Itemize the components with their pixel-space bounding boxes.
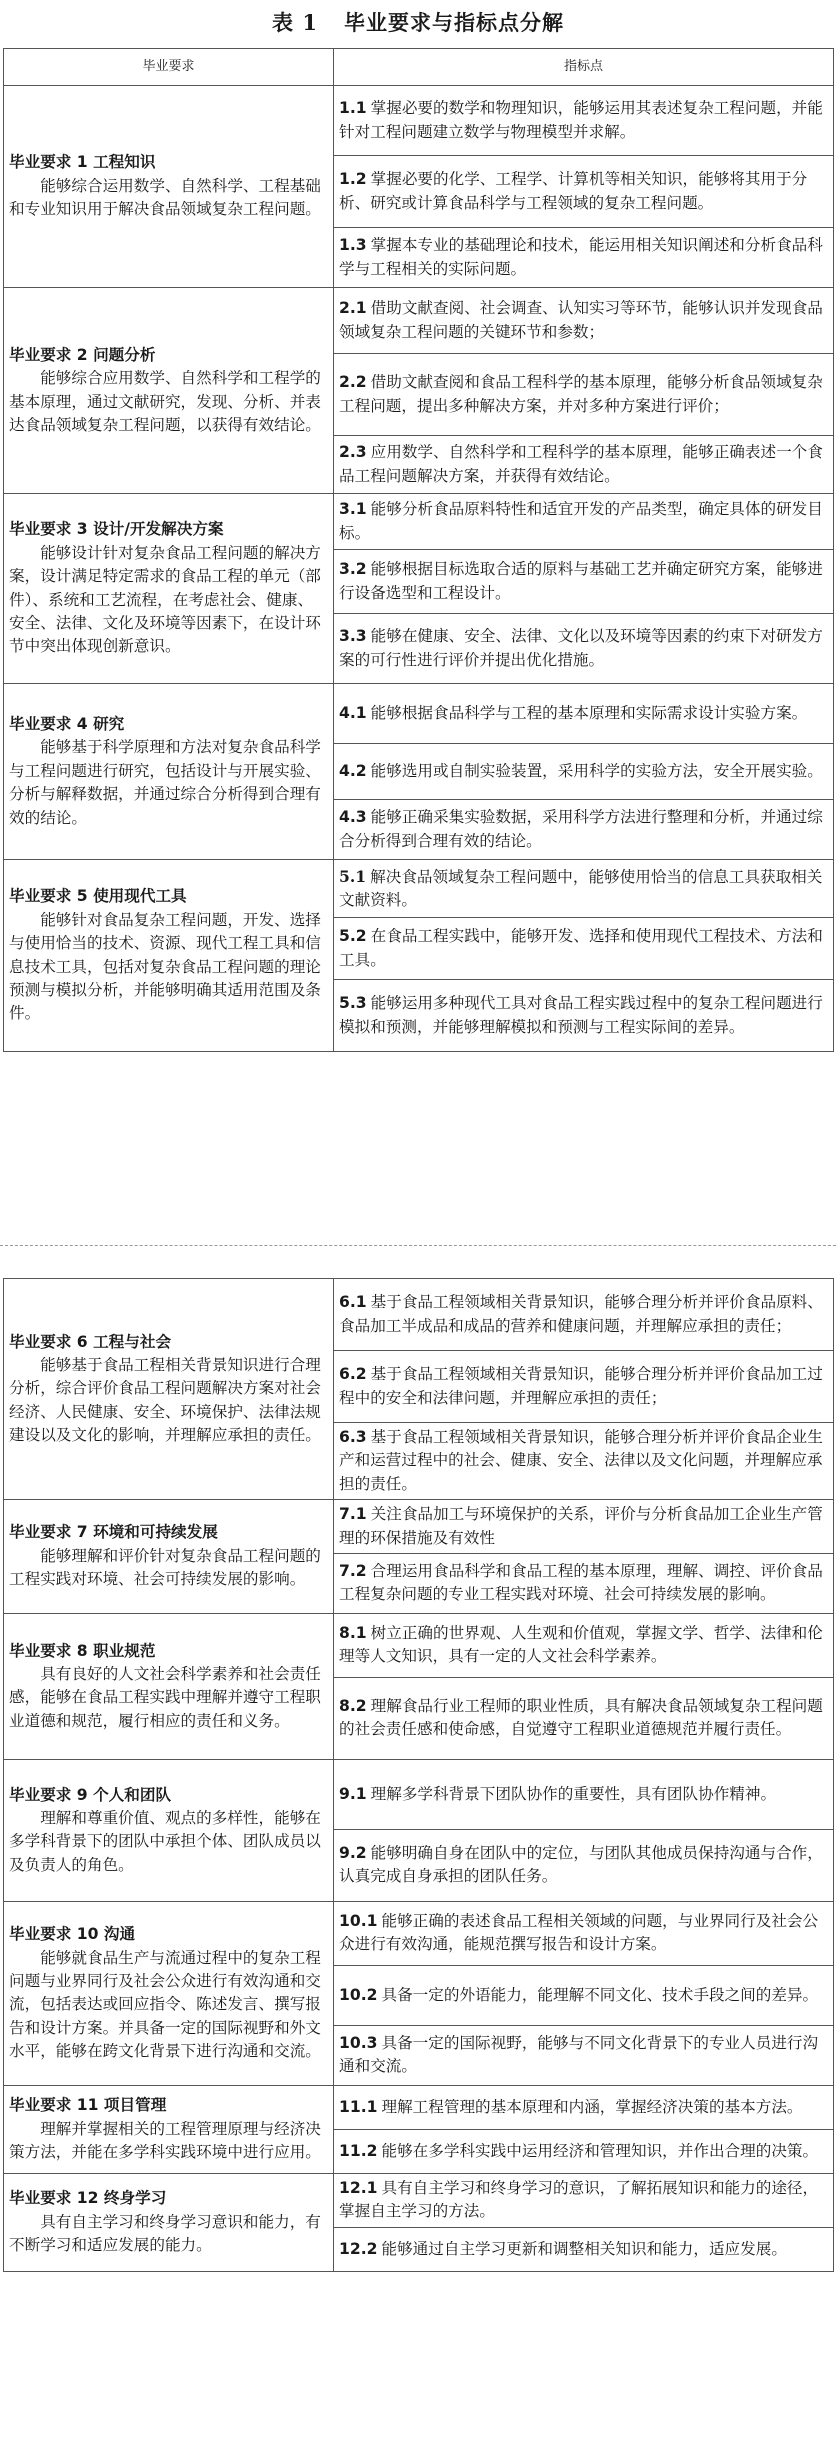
indicator-text: 掌握必要的化学、工程学、计算机等相关知识，能够将其用于分析、研究或计算食品科学与工程领域的复杂工程问题。 (339, 170, 808, 212)
indicator-cell (334, 684, 834, 744)
indicator-item (339, 925, 828, 972)
requirement-cell (4, 86, 334, 288)
indicator-number: 6.2 (339, 1365, 367, 1384)
table-title: 毕业要求与指标点分解 (343, 10, 564, 35)
indicator-text: 借助文献查阅和食品工程科学的基本原理，能够分析食品领域复杂工程问题，提出多种解决方案，并对多种方案进行评价； (339, 373, 823, 415)
indicator-text: 掌握必要的数学和物理知识，能够运用其表述复杂工程问题，并能针对工程问题建立数学与物理模型并求解。 (339, 99, 823, 141)
indicator-item (339, 168, 828, 215)
indicator-item (339, 441, 828, 488)
indicator-cell (334, 288, 834, 354)
indicator-cell (334, 494, 834, 550)
indicator-item (339, 760, 828, 783)
indicator-text: 理解食品行业工程师的职业性质，具有解决食品领域复杂工程问题的社会责任感和使命感，自觉遵守工程职业道德规范并履行责任。 (339, 1697, 823, 1739)
requirement-title: 毕业要求 8 职业规范 (9, 1641, 156, 1660)
indicator-item (339, 806, 828, 853)
indicator-text: 基于食品工程领域相关背景知识，能够合理分析并评价食品原料、食品加工半成品和成品的营养和健康问题，并理解应承担的责任； (339, 1293, 823, 1335)
indicator-item (339, 1910, 828, 1957)
indicator-number: 1.2 (339, 170, 367, 189)
requirement-cell (4, 1759, 334, 1901)
indicator-item (339, 297, 828, 344)
indicator-text: 具有自主学习和终身学习的意识，了解拓展知识和能力的途径，掌握自主学习的方法。 (339, 2178, 819, 2221)
indicator-cell (334, 1351, 834, 1423)
table-row (4, 684, 834, 744)
indicator-text: 借助文献查阅、社会调查、认知实习等环节，能够认识并发现食品领域复杂工程问题的关键环节和参数； (339, 299, 823, 341)
indicator-cell (334, 1423, 834, 1500)
indicator-cell (334, 2173, 834, 2227)
indicator-text: 应用数学、自然科学和工程科学的基本原理，能够正确表述一个食品工程问题解决方案，并获得有效结论。 (339, 443, 823, 485)
indicator-item (339, 625, 828, 672)
requirement-cell (4, 1279, 334, 1500)
requirement-title: 毕业要求 3 设计/开发解决方案 (9, 520, 224, 539)
indicator-item (339, 2177, 828, 2224)
indicator-cell (334, 2085, 834, 2129)
indicator-number: 4.3 (339, 808, 367, 827)
indicator-number: 4.2 (339, 761, 367, 780)
requirements-table-page-2 (3, 1278, 834, 2272)
indicator-cell (334, 436, 834, 494)
requirement-title: 毕业要求 1 工程知识 (9, 153, 156, 172)
indicator-number: 4.1 (339, 703, 367, 722)
indicator-number: 10.2 (339, 1985, 378, 2004)
header-indicator: 指标点 (334, 49, 834, 86)
indicator-number: 8.2 (339, 1697, 367, 1716)
indicator-number: 7.2 (339, 1562, 367, 1581)
indicator-cell (334, 550, 834, 614)
table-row (4, 2173, 834, 2227)
indicator-cell (334, 2129, 834, 2173)
requirement-title: 毕业要求 4 研究 (9, 715, 125, 734)
indicator-item (339, 558, 828, 605)
requirement-description: 具有自主学习和终身学习意识和能力，有不断学习和适应发展的能力。 (9, 2212, 321, 2255)
indicator-number: 7.1 (339, 1505, 367, 1524)
indicator-text: 基于食品工程领域相关背景知识，能够合理分析并评价食品企业生产和运营过程中的社会、健康、安全、法律以及文化问题，并理解应承担的责任。 (339, 1428, 823, 1493)
indicator-item (339, 865, 828, 913)
table-row (4, 2085, 834, 2129)
indicator-item (339, 1842, 828, 1889)
requirement-cell (4, 288, 334, 494)
indicator-number: 1.1 (339, 99, 367, 118)
indicator-number: 12.1 (339, 2178, 378, 2197)
table-row (4, 860, 834, 918)
indicator-cell (334, 1965, 834, 2025)
indicator-cell (334, 1553, 834, 1613)
indicator-number: 2.2 (339, 373, 367, 392)
indicator-cell (334, 1829, 834, 1901)
indicator-cell (334, 2025, 834, 2085)
table-row (4, 494, 834, 550)
indicator-number: 10.3 (339, 2034, 378, 2053)
indicator-cell (334, 1279, 834, 1351)
requirement-cell (4, 2173, 334, 2271)
indicator-text: 能够选用或自制实验装置，采用科学的实验方法，安全开展实验。 (370, 761, 823, 780)
requirement-description: 具有良好的人文社会科学素养和社会责任感，能够在食品工程实践中理解并遵守工程职业道德和规范，履行相应的责任和义务。 (9, 1665, 321, 1730)
indicator-text: 具备一定的国际视野，能够与不同文化背景下的专业人员进行沟通和交流。 (339, 2034, 819, 2076)
indicator-item (339, 234, 828, 281)
indicator-cell (334, 918, 834, 980)
indicator-text: 解决食品领域复杂工程问题中，能够使用恰当的信息工具获取相关文献资料。 (339, 867, 823, 909)
requirement-description: 能够基于科学原理和方法对复杂食品科学与工程问题进行研究，包括设计与开展实验、分析与解释数据，并通过综合分析得到合理有效的结论。 (9, 738, 321, 827)
requirement-cell (4, 684, 334, 860)
requirement-description: 能够针对食品复杂工程问题，开发、选择与使用恰当的技术、资源、现代工程工具和信息技术工具，包括对复杂食品工程问题的理论预测与模拟分析，并能够明确其适用范围及条件。 (9, 910, 321, 1023)
requirement-description: 能够综合运用数学、自然科学、工程基础和专业知识用于解决食品领域复杂工程问题。 (9, 176, 321, 219)
indicator-cell (334, 2227, 834, 2271)
indicator-number: 11.1 (339, 2097, 378, 2116)
indicator-item (339, 702, 828, 725)
indicator-number: 2.3 (339, 443, 367, 462)
header-requirement: 毕业要求 (4, 49, 334, 86)
indicator-text: 能够正确采集实验数据，采用科学方法进行整理和分析，并通过综合分析得到合理有效的结论。 (339, 808, 823, 850)
indicator-text: 能够分析食品原料特性和适宜开发的产品类型，确定具体的研发目标。 (339, 500, 823, 542)
table-row (4, 86, 834, 156)
header-row (4, 49, 834, 86)
indicator-item (339, 1291, 828, 1338)
indicator-item (339, 1783, 828, 1806)
indicator-cell (334, 800, 834, 860)
indicator-cell (334, 1901, 834, 1965)
table-row (4, 1901, 834, 1965)
indicator-item (339, 498, 828, 545)
indicator-number: 5.3 (339, 994, 367, 1013)
requirement-title: 毕业要求 7 环境和可持续发展 (9, 1523, 218, 1542)
requirement-description: 能够综合应用数学、自然科学和工程学的基本原理，通过文献研究，发现、分析、并表达食品领域复杂工程问题，以获得有效结论。 (9, 369, 321, 434)
requirement-title: 毕业要求 12 终身学习 (9, 2189, 167, 2208)
indicator-number: 10.1 (339, 1912, 378, 1931)
indicator-text: 能够通过自主学习更新和调整相关知识和能力，适应发展。 (381, 2239, 787, 2258)
indicator-text: 能够在健康、安全、法律、文化以及环境等因素的约束下对研发方案的可行性进行评价并提出优化措施。 (339, 627, 823, 669)
table-caption (0, 0, 836, 44)
indicator-text: 能够根据目标选取合适的原料与基础工艺并确定研究方案，能够进行设备选型和工程设计。 (339, 560, 823, 602)
table-number: 表 1 (272, 10, 318, 35)
requirement-cell (4, 1500, 334, 1614)
indicator-number: 9.2 (339, 1844, 367, 1863)
indicator-text: 合理运用食品科学和食品工程的基本原理，理解、调控、评价食品工程复杂问题的专业工程实践对环境、社会可持续发展的影响。 (339, 1562, 823, 1604)
indicator-item (339, 1622, 828, 1669)
requirement-description: 能够基于食品工程相关背景知识进行合理分析，综合评价食品工程问题解决方案对社会经济、人民健康、安全、环境保护、法律法规建设以及文化的影响，并理解应承担的责任。 (9, 1356, 321, 1445)
indicator-cell (334, 228, 834, 288)
indicator-number: 6.3 (339, 1428, 367, 1446)
indicator-item (339, 1363, 828, 1410)
requirement-description: 理解并掌握相关的工程管理原理与经济决策方法，并能在多学科实践环境中进行应用。 (9, 2119, 321, 2162)
indicator-number: 1.3 (339, 236, 367, 255)
requirement-description: 能够设计针对复杂食品工程问题的解决方案，设计满足特定需求的食品工程的单元（部件）、系统和工艺流程，在考虑社会、健康、安全、法律、文化及环境等因素下，在设计环节中突出体现创新意识。 (9, 543, 321, 656)
requirement-title: 毕业要求 2 问题分析 (9, 345, 156, 364)
indicator-item (339, 1426, 828, 1496)
table-row (4, 1500, 834, 1554)
indicator-item (339, 2096, 828, 2119)
indicator-cell (334, 860, 834, 918)
indicator-number: 3.2 (339, 560, 367, 579)
indicator-cell (334, 1759, 834, 1829)
indicator-number: 6.1 (339, 1293, 367, 1312)
indicator-number: 3.1 (339, 500, 367, 519)
requirement-cell (4, 860, 334, 1052)
indicator-text: 具备一定的外语能力，能理解不同文化、技术手段之间的差异。 (381, 1985, 819, 2004)
indicator-text: 能够在多学科实践中运用经济和管理知识，并作出合理的决策。 (381, 2141, 819, 2160)
indicator-cell (334, 744, 834, 800)
indicator-item (339, 371, 828, 418)
indicator-number: 9.1 (339, 1784, 367, 1803)
indicator-item (339, 992, 828, 1039)
indicator-item (339, 2238, 828, 2261)
table-row (4, 1613, 834, 1677)
indicator-text: 能够明确自身在团队中的定位，与团队其他成员保持沟通与合作，认真完成自身承担的团队任务。 (339, 1844, 823, 1886)
indicator-cell (334, 156, 834, 228)
requirement-description: 能够就食品生产与流通过程中的复杂工程问题与业界同行及社会公众进行有效沟通和交流，包括表达或回应指令、陈述发言、撰写报告和设计方案。并具备一定的国际视野和外文水平，能够在跨文化背景下进行沟通和交流。 (9, 1948, 321, 2061)
indicator-text: 在食品工程实践中，能够开发、选择和使用现代工程技术、方法和工具。 (339, 927, 823, 969)
indicator-text: 能够运用多种现代工具对食品工程实践过程中的复杂工程问题进行模拟和预测，并能够理解模拟和预测与工程实际间的差异。 (339, 994, 823, 1036)
indicator-cell (334, 1613, 834, 1677)
indicator-text: 能够根据食品科学与工程的基本原理和实际需求设计实验方案。 (370, 703, 808, 722)
indicator-cell (334, 86, 834, 156)
indicator-text: 能够正确的表述食品工程相关领域的问题，与业界同行及社会公众进行有效沟通，能规范撰写报告和设计方案。 (339, 1912, 819, 1954)
indicator-cell (334, 1500, 834, 1554)
indicator-item (339, 97, 828, 144)
indicator-number: 2.1 (339, 299, 367, 318)
page-break-line (0, 1245, 836, 1246)
indicator-cell (334, 614, 834, 684)
indicator-text: 树立正确的世界观、人生观和价值观，掌握文学、哲学、法律和伦理等人文知识，具有一定的人文社会科学素养。 (339, 1624, 823, 1666)
requirement-title: 毕业要求 9 个人和团队 (9, 1785, 172, 1804)
indicator-number: 5.1 (339, 866, 367, 886)
page-break (0, 1218, 836, 1276)
indicator-text: 理解工程管理的基本原理和内涵，掌握经济决策的基本方法。 (381, 2097, 803, 2116)
indicator-number: 8.1 (339, 1624, 367, 1643)
requirement-description: 能够理解和评价针对复杂食品工程问题的工程实践对环境、社会可持续发展的影响。 (9, 1546, 321, 1589)
requirement-title: 毕业要求 10 沟通 (9, 1925, 136, 1944)
requirement-title: 毕业要求 11 项目管理 (9, 2096, 167, 2115)
requirement-title: 毕业要求 5 使用现代工具 (9, 887, 187, 906)
requirement-title: 毕业要求 6 工程与社会 (9, 1332, 172, 1351)
requirement-description: 理解和尊重价值、观点的多样性，能够在多学科背景下的团队中承担个体、团队成员以及负责人的角色。 (9, 1809, 321, 1874)
table-row (4, 1279, 834, 1351)
indicator-item (339, 2032, 828, 2079)
indicator-item (339, 1984, 828, 2007)
indicator-item (339, 1560, 828, 1607)
requirement-cell (4, 494, 334, 684)
indicator-cell (334, 354, 834, 436)
requirement-cell (4, 1901, 334, 2085)
indicator-text: 基于食品工程领域相关背景知识，能够合理分析并评价食品加工过程中的安全和法律问题，并理解应承担的责任； (339, 1365, 823, 1407)
requirements-table-page-1 (3, 48, 834, 1052)
table-row (4, 288, 834, 354)
indicator-text: 理解多学科背景下团队协作的重要性，具有团队协作精神。 (370, 1784, 777, 1803)
indicator-item (339, 1503, 828, 1550)
indicator-cell (334, 980, 834, 1052)
indicator-number: 3.3 (339, 627, 367, 646)
table-row (4, 1759, 834, 1829)
indicator-cell (334, 1677, 834, 1759)
indicator-number: 11.2 (339, 2141, 378, 2160)
requirement-cell (4, 1613, 334, 1759)
indicator-item (339, 2140, 828, 2163)
indicator-item (339, 1695, 828, 1742)
indicator-number: 12.2 (339, 2239, 378, 2258)
indicator-number: 5.2 (339, 927, 367, 946)
indicator-text: 掌握本专业的基础理论和技术，能运用相关知识阐述和分析食品科学与工程相关的实际问题。 (339, 236, 823, 278)
requirement-cell (4, 2085, 334, 2173)
indicator-text: 关注食品加工与环境保护的关系，评价与分析食品加工企业生产管理的环保措施及有效性 (339, 1505, 823, 1547)
